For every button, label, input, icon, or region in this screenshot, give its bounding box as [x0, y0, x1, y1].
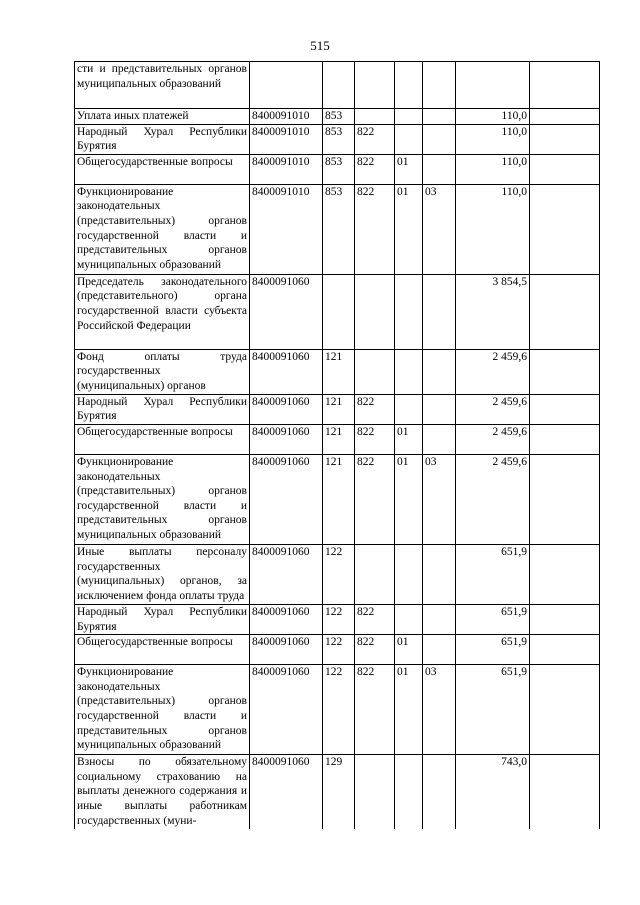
- section-code: 01: [395, 635, 423, 665]
- row-description: Народный Хурал Республики Бурятия: [75, 124, 250, 154]
- table-row: [75, 755, 600, 829]
- empty-cell: [530, 184, 600, 274]
- administrator-code: 822: [355, 665, 395, 755]
- empty-cell: [530, 635, 600, 665]
- table-row: [75, 454, 600, 544]
- administrator-code: [355, 755, 395, 829]
- empty-cell: [530, 755, 600, 829]
- section-code: [395, 124, 423, 154]
- expense-type-code: 122: [323, 604, 355, 634]
- row-description: сти и представительных органов муниципальных образований: [75, 62, 250, 109]
- subsection-code: [423, 109, 456, 125]
- empty-cell: [530, 424, 600, 454]
- target-article-code: 8400091060: [250, 349, 323, 394]
- row-description: Взносы по обязательному социальному страхованию на выплаты денежного содержания и иные выплаты работникам государственных (муни-: [75, 755, 250, 829]
- expense-type-code: 853: [323, 154, 355, 184]
- expense-type-code: [323, 62, 355, 109]
- target-article-code: 8400091010: [250, 109, 323, 125]
- row-description: Функционирование законодательных (представительных) органов государственной власти и представительных органов муниципальных образований: [75, 454, 250, 544]
- target-article-code: 8400091060: [250, 665, 323, 755]
- section-code: 01: [395, 665, 423, 755]
- amount-value: 743,0: [456, 755, 530, 829]
- subsection-code: [423, 755, 456, 829]
- budget-table: [74, 61, 600, 829]
- expense-type-code: 853: [323, 124, 355, 154]
- target-article-code: 8400091060: [250, 604, 323, 634]
- empty-cell: [530, 604, 600, 634]
- table-row: [75, 184, 600, 274]
- table-row: [75, 274, 600, 349]
- table-row: [75, 154, 600, 184]
- amount-value: 110,0: [456, 184, 530, 274]
- subsection-code: [423, 635, 456, 665]
- subsection-code: [423, 424, 456, 454]
- empty-cell: [530, 274, 600, 349]
- administrator-code: [355, 544, 395, 604]
- subsection-code: [423, 124, 456, 154]
- section-code: [395, 274, 423, 349]
- target-article-code: 8400091060: [250, 424, 323, 454]
- table-row: [75, 394, 600, 424]
- target-article-code: 8400091060: [250, 394, 323, 424]
- expense-type-code: 121: [323, 394, 355, 424]
- expense-type-code: 853: [323, 109, 355, 125]
- amount-value: 651,9: [456, 665, 530, 755]
- administrator-code: 822: [355, 124, 395, 154]
- administrator-code: [355, 62, 395, 109]
- page-number: 515: [310, 38, 330, 53]
- empty-cell: [530, 454, 600, 544]
- table-row: [75, 604, 600, 634]
- row-description: Общегосударственные вопросы: [75, 154, 250, 184]
- empty-cell: [530, 62, 600, 109]
- expense-type-code: 122: [323, 635, 355, 665]
- row-description: Фонд оплаты труда государственных (муниципальных) органов: [75, 349, 250, 394]
- section-code: 01: [395, 454, 423, 544]
- empty-cell: [530, 544, 600, 604]
- amount-value: [456, 62, 530, 109]
- amount-value: 110,0: [456, 109, 530, 125]
- table-row: [75, 665, 600, 755]
- amount-value: 3 854,5: [456, 274, 530, 349]
- row-description: Председатель законодательного (представительного) органа государственной власти субъекта Российской Федерации: [75, 274, 250, 349]
- empty-cell: [530, 394, 600, 424]
- administrator-code: [355, 109, 395, 125]
- administrator-code: 822: [355, 394, 395, 424]
- target-article-code: 8400091060: [250, 454, 323, 544]
- expense-type-code: 121: [323, 454, 355, 544]
- table-row: [75, 424, 600, 454]
- section-code: 01: [395, 184, 423, 274]
- expense-type-code: 853: [323, 184, 355, 274]
- expense-type-code: 122: [323, 544, 355, 604]
- section-code: [395, 544, 423, 604]
- target-article-code: [250, 62, 323, 109]
- subsection-code: [423, 154, 456, 184]
- empty-cell: [530, 349, 600, 394]
- expense-type-code: 122: [323, 665, 355, 755]
- section-code: [395, 109, 423, 125]
- table-row: [75, 124, 600, 154]
- section-code: 01: [395, 424, 423, 454]
- empty-cell: [530, 665, 600, 755]
- target-article-code: 8400091010: [250, 154, 323, 184]
- subsection-code: [423, 604, 456, 634]
- subsection-code: 03: [423, 184, 456, 274]
- amount-value: 2 459,6: [456, 454, 530, 544]
- target-article-code: 8400091060: [250, 755, 323, 829]
- administrator-code: 822: [355, 604, 395, 634]
- target-article-code: 8400091010: [250, 124, 323, 154]
- target-article-code: 8400091010: [250, 184, 323, 274]
- administrator-code: [355, 274, 395, 349]
- row-description: Иные выплаты персоналу государственных (муниципальных) органов, за исключением фонда оплаты труда: [75, 544, 250, 604]
- empty-cell: [530, 109, 600, 125]
- amount-value: 2 459,6: [456, 349, 530, 394]
- amount-value: 651,9: [456, 635, 530, 665]
- empty-cell: [530, 154, 600, 184]
- target-article-code: 8400091060: [250, 274, 323, 349]
- table-row: [75, 544, 600, 604]
- section-code: [395, 62, 423, 109]
- section-code: [395, 394, 423, 424]
- amount-value: 2 459,6: [456, 394, 530, 424]
- section-code: [395, 349, 423, 394]
- administrator-code: 822: [355, 154, 395, 184]
- subsection-code: [423, 62, 456, 109]
- administrator-code: 822: [355, 454, 395, 544]
- amount-value: 110,0: [456, 154, 530, 184]
- amount-value: 110,0: [456, 124, 530, 154]
- administrator-code: [355, 349, 395, 394]
- administrator-code: 822: [355, 635, 395, 665]
- section-code: [395, 604, 423, 634]
- administrator-code: 822: [355, 184, 395, 274]
- subsection-code: 03: [423, 454, 456, 544]
- amount-value: 2 459,6: [456, 424, 530, 454]
- subsection-code: [423, 274, 456, 349]
- table-row: [75, 349, 600, 394]
- section-code: 01: [395, 154, 423, 184]
- row-description: Общегосударственные вопросы: [75, 424, 250, 454]
- expense-type-code: 121: [323, 424, 355, 454]
- row-description: Функционирование законодательных (представительных) органов государственной власти и представительных органов муниципальных образований: [75, 665, 250, 755]
- amount-value: 651,9: [456, 604, 530, 634]
- administrator-code: 822: [355, 424, 395, 454]
- row-description: Функционирование законодательных (представительных) органов государственной власти и представительных органов муниципальных образований: [75, 184, 250, 274]
- empty-cell: [530, 124, 600, 154]
- subsection-code: 03: [423, 665, 456, 755]
- table-row: [75, 635, 600, 665]
- row-description: Народный Хурал Республики Бурятия: [75, 604, 250, 634]
- subsection-code: [423, 349, 456, 394]
- subsection-code: [423, 394, 456, 424]
- table-row: [75, 62, 600, 109]
- table-row: [75, 109, 600, 125]
- target-article-code: 8400091060: [250, 544, 323, 604]
- row-description: Уплата иных платежей: [75, 109, 250, 125]
- expense-type-code: 129: [323, 755, 355, 829]
- section-code: [395, 755, 423, 829]
- expense-type-code: 121: [323, 349, 355, 394]
- target-article-code: 8400091060: [250, 635, 323, 665]
- row-description: Народный Хурал Республики Бурятия: [75, 394, 250, 424]
- expense-type-code: [323, 274, 355, 349]
- subsection-code: [423, 544, 456, 604]
- amount-value: 651,9: [456, 544, 530, 604]
- row-description: Общегосударственные вопросы: [75, 635, 250, 665]
